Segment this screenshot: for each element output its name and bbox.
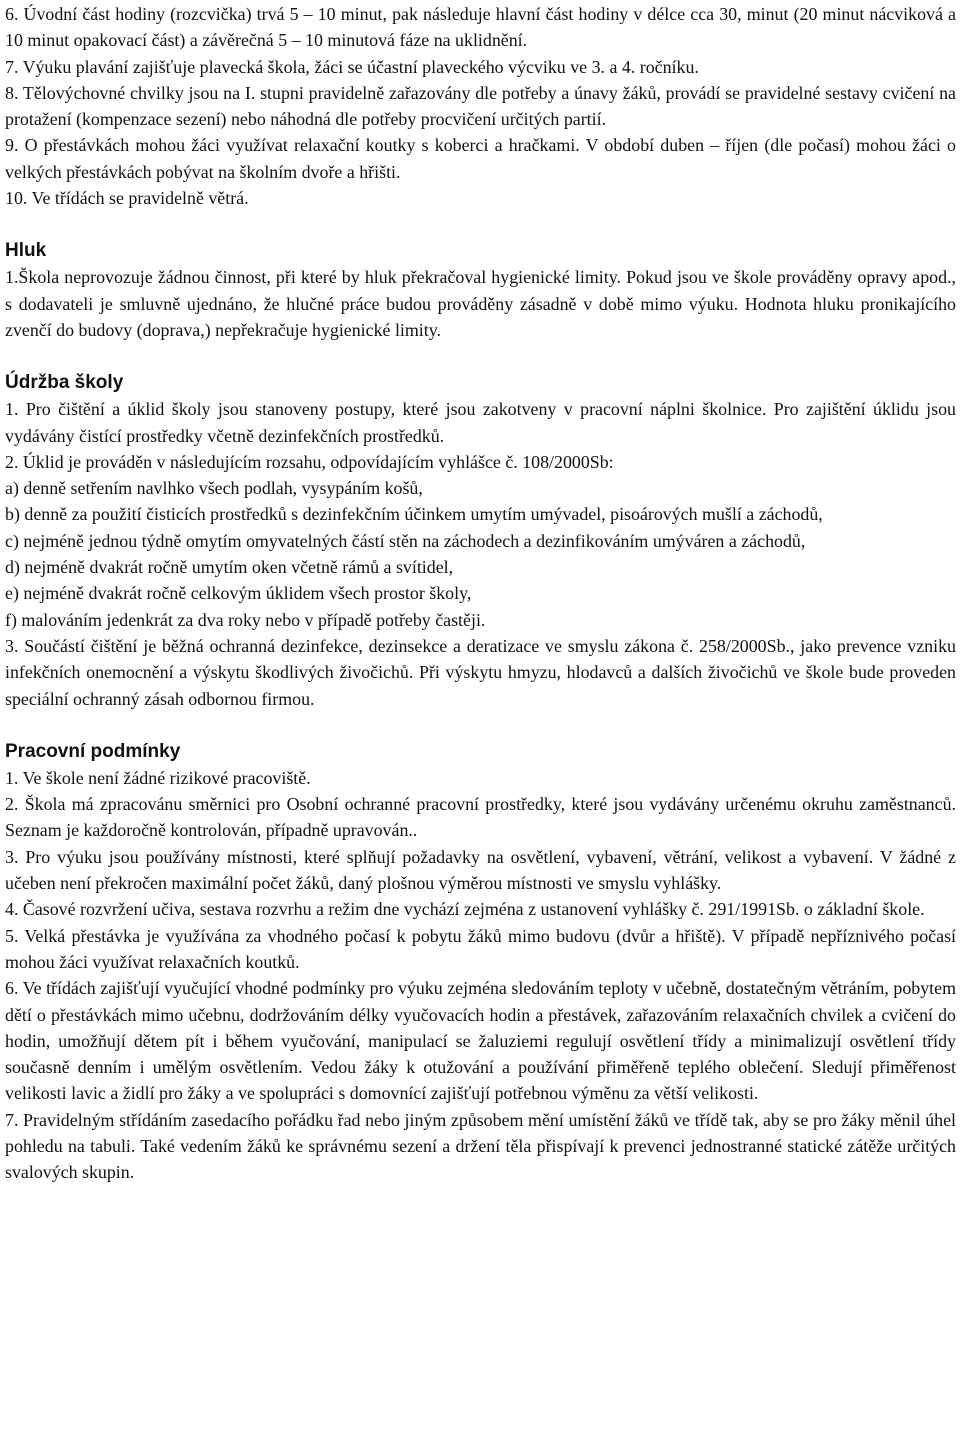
list-item: b) denně za použití čisticích prostředků s dezinfekčním účinkem umytím umývadel, pisoárových mušlí a záchodů, bbox=[5, 504, 823, 525]
paragraph-item-6: 6. Úvodní část hodiny (rozcvička) trvá 5 – 10 minut, pak následuje hlavní část hodiny v délce cca 30, minut (20 minut nácviková a 10 minut opakovací část) a závěrečná 5 – 10 minutová fáze na uklidnění. bbox=[5, 4, 956, 51]
section-heading: Hluk bbox=[5, 240, 47, 262]
section-heading: Údržba školy bbox=[5, 372, 124, 394]
paragraph-item-9: 9. O přestávkách mohou žáci využívat relaxační koutky s koberci a hračkami. V období duben – říjen (dle počasí) mohou žáci o velkých přestávkách pobývat na školním dvoře a hřišti. bbox=[5, 135, 956, 182]
list-item: d) nejméně dvakrát ročně umytím oken včetně rámů a svítidel, bbox=[5, 557, 454, 578]
paragraph: 5. Velká přestávka je využívána za vhodného počasí k pobytu žáků mimo budovu (dvůr a hřiště). V případě nepříznivého počasí mohou žáci využívat relaxačních koutků. bbox=[5, 925, 956, 972]
paragraph: 1. Ve škole není žádné rizikové pracoviště. bbox=[5, 767, 311, 788]
paragraph: 1.Škola neprovozuje žádnou činnost, při které by hluk překračoval hygienické limity. Pokud jsou ve škole prováděny opravy apod., s dodavateli je smluvně ujednáno, že hlučné práce budou prováděny zásadně v době mimo výuku. Hodnota hluku pronikajícího zvenčí do budovy (doprava,) nepřekračuje hygienické limity. bbox=[5, 267, 956, 340]
list-item: e) nejméně dvakrát ročně celkovým úklidem všech prostor školy, bbox=[5, 583, 472, 604]
section-udrzba-skoly bbox=[5, 369, 956, 712]
paragraph-item-8: 8. Tělovýchovné chvilky jsou na I. stupni pravidelně zařazovány dle potřeby a únavy žáků, provádí se pravidelné sestavy cvičení na protažení (kompenzace sezení) nebo náhodná dle potřeby procvičení určitých partií. bbox=[5, 82, 956, 130]
paragraph: 4. Časové rozvržení učiva, sestava rozvrhu a režim dne vychází zejména z ustanovení vyhlášky č. 291/1991Sb. o základní škole. bbox=[5, 899, 925, 920]
paragraph: 3. Pro výuku jsou používány místnosti, které splňují požadavky na osvětlení, vybavení, větrání, velikost a vybavení. V žádné z učeben není překročen maximální počet žáků, daný plošnou výměrou místnosti ve smyslu vyhlášky. bbox=[5, 846, 956, 894]
paragraph: 6. Ve třídách zajišťují vyučující vhodné podmínky pro výuku zejména sledováním teploty v učebně, dostatečným větráním, pobytem dětí o přestávkách mimo učebnu, dodržováním délky vyučovacích hodin a přestávek, zařazováním relaxačních chvilek a cvičení do hodin, umožňují dětem pít i během vyučování, manipulací se žaluziemi regulují osvětlení třídy a minimalizují osvětlení třídy současně denním i umělým osvětlením. Vedou žáky k otužování a používání přiměřeně teplého oblečení. Sledují přiměřenost velikosti lavic a židlí pro žáky a ve spolupráci s domovnící zajišťují potřebnou výměnu za větší velikosti. bbox=[5, 978, 956, 1104]
spacer bbox=[5, 343, 956, 369]
paragraph: 2. Úklid je prováděn v následujícím rozsahu, odpovídajícím vyhlášce č. 108/2000Sb: bbox=[5, 451, 614, 472]
section-heading: Pracovní podmínky bbox=[5, 740, 181, 762]
list-item: f) malováním jedenkrát za dva roky nebo v případě potřeby častěji. bbox=[5, 609, 486, 630]
section-hluk bbox=[5, 237, 956, 343]
paragraph: 2. Škola má zpracovánu směrnici pro Osobní ochranné pracovní prostředky, které jsou vydávány určenému okruhu zaměstnanců. Seznam je každoročně kontrolován, případně upravován.. bbox=[5, 794, 956, 841]
spacer bbox=[5, 211, 956, 237]
paragraph-item-10: 10. Ve třídách se pravidelně větrá. bbox=[5, 188, 249, 209]
paragraph-item-7: 7. Výuku plavání zajišťuje plavecká škola, žáci se účastní plaveckého výcviku ve 3. a 4. ročníku. bbox=[5, 56, 699, 77]
document-page bbox=[0, 1, 960, 1437]
paragraph: 1. Pro čištění a úklid školy jsou stanoveny postupy, které jsou zakotveny v pracovní náplni školnice. Pro zajištění úklidu jsou vydávány čistící prostředky včetně dezinfekčních prostředků. bbox=[5, 399, 956, 446]
spacer bbox=[5, 712, 956, 738]
paragraph: 7. Pravidelným střídáním zasedacího pořádku řad nebo jiným způsobem mění umístění žáků ve třídě tak, aby se pro žáky měnil úhel pohledu na tabuli. Také vedením žáků ke správnému sezení a držení těla přispívají k prevenci jednostranné statické zátěže určitých svalových skupin. bbox=[5, 1109, 956, 1183]
intro-section bbox=[5, 1, 956, 211]
list-item: a) denně setřením navlhko všech podlah, vysypáním košů, bbox=[5, 478, 423, 499]
paragraph: 3. Součástí čištění je běžná ochranná dezinfekce, dezinsekce a deratizace ve smyslu zákona č. 258/2000Sb., jako prevence vzniku infekčních onemocnění a výskytu škodlivých živočichů. Při výskytu hmyzu, hlodavců a dalších živočichů ve škole bude proveden speciální ochranný zásah odbornou firmou. bbox=[5, 635, 956, 709]
list-item: c) nejméně jednou týdně omytím omyvatelných částí stěn na záchodech a dezinfikováním umýváren a záchodů, bbox=[5, 530, 806, 551]
section-pracovni-podminky bbox=[5, 738, 956, 1186]
